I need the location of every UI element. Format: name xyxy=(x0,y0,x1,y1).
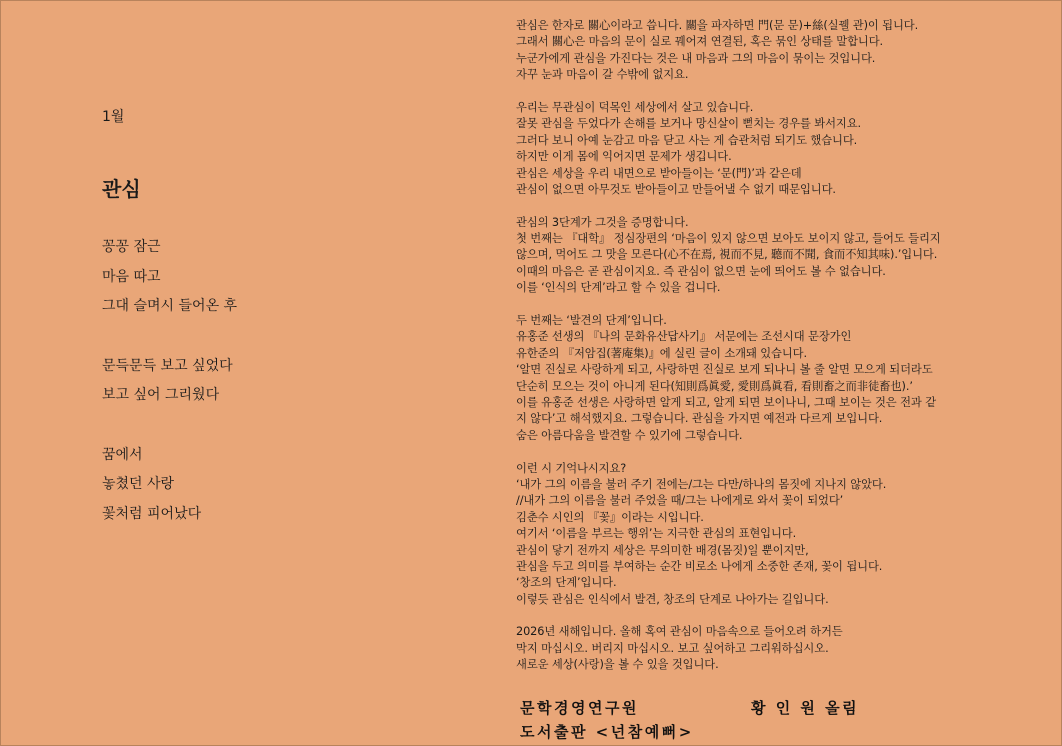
essay-line: 두 번째는 ‘발견의 단계’입니다. xyxy=(516,314,667,328)
essay-line: 유홍준 선생의 『나의 문화유산답사기』 서문에는 조선시대 문장가인 xyxy=(516,330,852,344)
month-label: 1월 xyxy=(102,109,125,125)
essay-line: 새로운 세상(사랑)을 볼 수 있을 것입니다. xyxy=(516,658,719,672)
essay-line: 관심의 3단계가 그것을 증명합니다. xyxy=(516,215,689,229)
essay-line: 누군가에게 관심을 가진다는 것은 내 마음과 그의 마음이 묶이는 것입니다. xyxy=(516,51,876,65)
essay-line: 관심을 두고 의미를 부여하는 순간 비로소 나에게 소중한 존재, 꽃이 됩니다. xyxy=(516,559,883,573)
essay-paragraph xyxy=(516,215,1026,297)
signature-author: 황 인 원 올림 xyxy=(751,699,860,717)
essay-line: 그래서 關心은 마음의 문이 실로 꿰어져 연결된, 혹은 묶인 상태를 말합니다. xyxy=(516,35,884,49)
essay-line: 관심이 없으면 아무것도 받아들이고 만들어낼 수 없기 때문입니다. xyxy=(516,182,836,196)
essay-line: 그러다 보니 아예 눈감고 마음 닫고 사는 게 습관처럼 되기도 했습니다. xyxy=(516,133,858,147)
essay-line: 유한준의 『저암집(著庵集)』에 실린 글이 소개돼 있습니다. xyxy=(516,346,807,360)
essay-line: 단순히 모으는 것이 아니게 된다(知則爲眞愛, 愛則爲眞看, 看則畜之而非徒畜也).’ xyxy=(516,379,913,393)
essay-line: 막지 마십시오. 버리지 마십시오. 보고 싶어하고 그리워하십시오. xyxy=(516,641,829,655)
poem-stanza xyxy=(102,356,462,415)
signature-publisher: 도서출판 <넌참예뻐> xyxy=(520,723,694,741)
poem-title: 관심 xyxy=(102,177,141,201)
essay-line: //내가 그의 이름을 불러 주었을 때/그는 나에게로 와서 꽃이 되었다’ xyxy=(516,494,844,508)
essay-line: 숨은 아름다움을 발견할 수 있기에 그렇습니다. xyxy=(516,428,743,442)
essay-line: 이렇듯 관심은 인식에서 발견, 창조의 단계로 나아가는 길입니다. xyxy=(516,592,829,606)
essay-line: 자꾸 눈과 마음이 갈 수밖에 없지요. xyxy=(516,68,689,82)
essay-line: 지 않다’고 해석했지요. 그렇습니다. 관심을 가지면 예전과 다르게 보입니다. xyxy=(516,412,883,426)
essay-line: 관심은 세상을 우리 내면으로 받아들이는 ‘문(門)’과 같은데 xyxy=(516,166,802,180)
poem-line: 보고 싶어 그리웠다 xyxy=(102,387,220,403)
essay-line: ‘알면 진실로 사랑하게 되고, 사랑하면 진실로 보게 되나니 볼 줄 알면 모으게 되더라도 xyxy=(516,363,933,377)
essay-line: 이런 시 기억나시지요? xyxy=(516,461,627,475)
essay-paragraph xyxy=(516,18,1026,84)
poem-line: 마음 따고 xyxy=(102,268,161,285)
essay-line: 이때의 마음은 곧 관심이지요. 즉 관심이 없으면 눈에 띄어도 볼 수 없습니다. xyxy=(516,264,886,278)
poem-line: 꿈에서 xyxy=(102,446,143,463)
poem-body xyxy=(102,237,462,563)
essay-line: 잘못 관심을 두었다가 손해를 보거나 망신살이 뻗치는 경우를 봐서지요. xyxy=(516,117,861,131)
poem-line: 꽁꽁 잠근 xyxy=(102,239,161,255)
essay-line: ‘내가 그의 이름을 불러 주기 전에는/그는 다만/하나의 몸짓에 지나지 않았다. xyxy=(516,477,887,491)
essay-line: ‘창조의 단계’입니다. xyxy=(516,576,617,590)
essay-line: 김춘수 시인의 『꽃』이라는 시입니다. xyxy=(516,510,704,524)
poem-stanza xyxy=(102,445,462,534)
poem-stanza xyxy=(102,237,462,326)
essay-line: 이를 ‘인식의 단계’라고 할 수 있을 겁니다. xyxy=(516,281,721,295)
essay-paragraph xyxy=(516,461,1026,609)
essay-line: 우리는 무관심이 덕목인 세상에서 살고 있습니다. xyxy=(516,100,754,114)
poem-line: 그대 슬며시 들어온 후 xyxy=(102,298,238,314)
essay-paragraph xyxy=(516,313,1026,444)
essay-line: 않으며, 먹어도 그 맛을 모른다(心不在焉, 視而不見, 聽而不聞, 食而不知其味).’입니다. xyxy=(516,248,938,262)
essay-line: 여기서 ‘이름을 부르는 행위’는 지극한 관심의 표현입니다. xyxy=(516,527,797,541)
essay-line: 관심이 닿기 전까지 세상은 무의미한 배경(몸짓)일 뿐이지만, xyxy=(516,543,809,557)
essay-paragraph xyxy=(516,624,1026,673)
poem-line: 문득문득 보고 싶었다 xyxy=(102,357,233,374)
essay-line: 2026년 새해입니다. 올해 혹여 관심이 마음속으로 들어오려 하거든 xyxy=(516,625,843,639)
essay-paragraph xyxy=(516,100,1026,198)
signature-org: 문학경영연구원 xyxy=(520,699,639,717)
essay-line: 첫 번째는 『대학』 정심장편의 ‘마음이 있지 않으면 보아도 보이지 않고, 들어도 들리지 xyxy=(516,232,941,246)
essay-line: 관심은 한자로 關心이라고 씁니다. 關을 파자하면 門(문 문)+絲(실꿸 관)이 됩니다. xyxy=(516,19,919,32)
essay-line: 이를 유홍준 선생은 사랑하면 알게 되고, 알게 되면 보이나니, 그때 보이는 것은 전과 같 xyxy=(516,395,937,409)
essay-body xyxy=(516,18,1026,674)
poem-line: 놓쳤던 사랑 xyxy=(102,476,175,492)
essay-line: 하지만 이게 몸에 익어지면 문제가 생깁니다. xyxy=(516,150,732,164)
poem-line: 꽃처럼 피어났다 xyxy=(102,505,202,522)
